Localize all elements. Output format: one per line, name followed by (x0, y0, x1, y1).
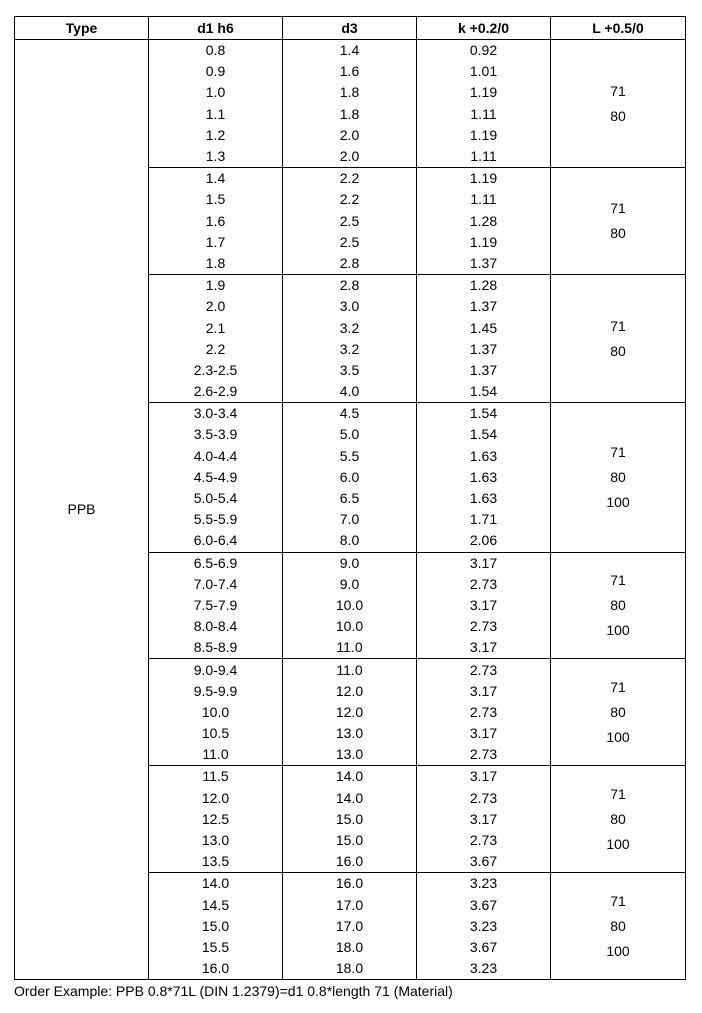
k-cell: 1.45 (417, 317, 551, 338)
spec-body (15, 40, 686, 980)
d1-cell: 4.5-4.9 (149, 467, 283, 488)
length-cell (551, 659, 686, 766)
k-cell: 3.67 (417, 851, 551, 873)
length-cell (551, 275, 686, 403)
d3-cell: 2.5 (283, 211, 417, 232)
k-cell: 1.71 (417, 509, 551, 530)
d1-cell: 0.9 (149, 61, 283, 82)
d3-cell: 1.4 (283, 40, 417, 62)
d1-cell: 2.6-2.9 (149, 381, 283, 403)
d3-cell: 13.0 (283, 744, 417, 766)
d1-cell: 11.0 (149, 744, 283, 766)
d3-cell: 1.8 (283, 104, 417, 125)
d3-cell: 10.0 (283, 595, 417, 616)
d1-cell: 1.8 (149, 253, 283, 275)
length-value: 80 (610, 225, 626, 242)
k-cell: 1.37 (417, 253, 551, 275)
d1-cell: 0.8 (149, 40, 283, 62)
length-value: 71 (610, 443, 626, 460)
k-cell: 1.11 (417, 146, 551, 168)
d1-cell: 1.3 (149, 146, 283, 168)
d1-cell: 1.9 (149, 275, 283, 297)
d3-cell: 1.8 (283, 82, 417, 103)
length-cell (551, 766, 686, 873)
d1-cell: 1.6 (149, 211, 283, 232)
k-cell: 1.28 (417, 275, 551, 297)
d3-cell: 12.0 (283, 702, 417, 723)
d1-cell: 9.0-9.4 (149, 659, 283, 681)
table-row (15, 40, 686, 62)
k-cell: 3.17 (417, 595, 551, 616)
d1-cell: 3.0-3.4 (149, 403, 283, 425)
d1-cell: 7.0-7.4 (149, 574, 283, 595)
d3-cell: 1.6 (283, 61, 417, 82)
d3-cell: 11.0 (283, 659, 417, 681)
length-value: 100 (606, 835, 630, 852)
d3-cell: 10.0 (283, 616, 417, 637)
k-cell: 1.11 (417, 104, 551, 125)
k-cell: 3.23 (417, 916, 551, 937)
d3-cell: 15.0 (283, 830, 417, 851)
d1-cell: 15.5 (149, 937, 283, 958)
length-value: 100 (606, 493, 630, 510)
d3-cell: 4.0 (283, 381, 417, 403)
d3-cell: 17.0 (283, 916, 417, 937)
d3-cell: 2.5 (283, 232, 417, 253)
header-length: L +0.5/0 (551, 17, 686, 40)
d3-cell: 18.0 (283, 937, 417, 958)
d3-cell: 4.5 (283, 403, 417, 425)
d3-cell: 13.0 (283, 723, 417, 744)
d1-cell: 3.5-3.9 (149, 424, 283, 445)
d3-cell: 3.2 (283, 317, 417, 338)
d1-cell: 2.2 (149, 339, 283, 360)
d1-cell: 2.0 (149, 296, 283, 317)
d1-cell: 13.0 (149, 830, 283, 851)
k-cell: 3.17 (417, 637, 551, 659)
d1-cell: 7.5-7.9 (149, 595, 283, 616)
d3-cell: 15.0 (283, 809, 417, 830)
k-cell: 1.19 (417, 82, 551, 103)
length-value: 80 (610, 703, 626, 720)
d1-cell: 1.5 (149, 189, 283, 210)
k-cell: 3.67 (417, 895, 551, 916)
d1-cell: 6.0-6.4 (149, 530, 283, 552)
k-cell: 1.11 (417, 189, 551, 210)
type-cell: PPB (15, 40, 149, 980)
d3-cell: 3.5 (283, 360, 417, 381)
length-value: 80 (610, 810, 626, 827)
k-cell: 2.73 (417, 659, 551, 681)
length-cell (551, 168, 686, 275)
d1-cell: 14.5 (149, 895, 283, 916)
header-d3: d3 (283, 17, 417, 40)
k-cell: 1.63 (417, 488, 551, 509)
d3-cell: 5.5 (283, 446, 417, 467)
header-type: Type (15, 17, 149, 40)
length-value: 100 (606, 942, 630, 959)
k-cell: 3.17 (417, 766, 551, 788)
d3-cell: 8.0 (283, 530, 417, 552)
d3-cell: 2.2 (283, 189, 417, 210)
d1-cell: 8.0-8.4 (149, 616, 283, 637)
k-cell: 1.37 (417, 339, 551, 360)
k-cell: 3.23 (417, 873, 551, 895)
k-cell: 1.37 (417, 296, 551, 317)
length-value: 71 (610, 785, 626, 802)
length-value: 80 (610, 917, 626, 934)
k-cell: 2.73 (417, 830, 551, 851)
length-value: 71 (610, 571, 626, 588)
d1-cell: 4.0-4.4 (149, 446, 283, 467)
k-cell: 1.19 (417, 125, 551, 146)
d3-cell: 12.0 (283, 681, 417, 702)
length-cell (551, 40, 686, 168)
length-value: 100 (606, 621, 630, 638)
length-value: 71 (610, 200, 626, 217)
k-cell: 2.73 (417, 744, 551, 766)
length-value: 71 (610, 82, 626, 99)
d3-cell: 2.8 (283, 275, 417, 297)
length-value: 71 (610, 317, 626, 334)
d1-cell: 1.0 (149, 82, 283, 103)
k-cell: 3.17 (417, 723, 551, 744)
k-cell: 1.37 (417, 360, 551, 381)
d3-cell: 18.0 (283, 958, 417, 980)
k-cell: 3.17 (417, 552, 551, 574)
d1-cell: 14.0 (149, 873, 283, 895)
d3-cell: 14.0 (283, 788, 417, 809)
length-value: 100 (606, 728, 630, 745)
d1-cell: 1.4 (149, 168, 283, 190)
d3-cell: 17.0 (283, 895, 417, 916)
k-cell: 1.01 (417, 61, 551, 82)
k-cell: 2.06 (417, 530, 551, 552)
length-cell (551, 403, 686, 552)
d3-cell: 9.0 (283, 574, 417, 595)
length-value: 80 (610, 596, 626, 613)
header-row (15, 17, 686, 40)
k-cell: 1.63 (417, 467, 551, 488)
k-cell: 1.54 (417, 381, 551, 403)
k-cell: 3.17 (417, 681, 551, 702)
d1-cell: 16.0 (149, 958, 283, 980)
d1-cell: 10.5 (149, 723, 283, 744)
length-value: 71 (610, 678, 626, 695)
k-cell: 3.23 (417, 958, 551, 980)
d1-cell: 10.0 (149, 702, 283, 723)
d3-cell: 2.2 (283, 168, 417, 190)
k-cell: 2.73 (417, 788, 551, 809)
d1-cell: 12.5 (149, 809, 283, 830)
k-cell: 2.73 (417, 702, 551, 723)
d3-cell: 2.0 (283, 125, 417, 146)
d3-cell: 11.0 (283, 637, 417, 659)
d3-cell: 16.0 (283, 851, 417, 873)
d1-cell: 1.7 (149, 232, 283, 253)
k-cell: 0.92 (417, 40, 551, 62)
header-k: k +0.2/0 (417, 17, 551, 40)
order-example-note: Order Example: PPB 0.8*71L (DIN 1.2379)=d1 0.8*length 71 (Material) (14, 983, 453, 999)
k-cell: 2.73 (417, 616, 551, 637)
length-value: 80 (610, 468, 626, 485)
k-cell: 3.67 (417, 937, 551, 958)
d1-cell: 11.5 (149, 766, 283, 788)
length-cell (551, 873, 686, 980)
d3-cell: 7.0 (283, 509, 417, 530)
d3-cell: 2.8 (283, 253, 417, 275)
d3-cell: 9.0 (283, 552, 417, 574)
k-cell: 1.28 (417, 211, 551, 232)
d1-cell: 13.5 (149, 851, 283, 873)
spec-table (14, 16, 686, 980)
k-cell: 1.54 (417, 424, 551, 445)
d1-cell: 1.2 (149, 125, 283, 146)
d3-cell: 16.0 (283, 873, 417, 895)
k-cell: 3.17 (417, 809, 551, 830)
d1-cell: 5.5-5.9 (149, 509, 283, 530)
k-cell: 2.73 (417, 574, 551, 595)
d3-cell: 3.2 (283, 339, 417, 360)
k-cell: 1.63 (417, 446, 551, 467)
d1-cell: 8.5-8.9 (149, 637, 283, 659)
d1-cell: 9.5-9.9 (149, 681, 283, 702)
d3-cell: 14.0 (283, 766, 417, 788)
length-value: 80 (610, 107, 626, 124)
d3-cell: 6.0 (283, 467, 417, 488)
d1-cell: 2.3-2.5 (149, 360, 283, 381)
d1-cell: 1.1 (149, 104, 283, 125)
k-cell: 1.54 (417, 403, 551, 425)
k-cell: 1.19 (417, 168, 551, 190)
length-cell (551, 552, 686, 659)
d1-cell: 12.0 (149, 788, 283, 809)
d3-cell: 2.0 (283, 146, 417, 168)
d3-cell: 6.5 (283, 488, 417, 509)
d1-cell: 6.5-6.9 (149, 552, 283, 574)
d1-cell: 5.0-5.4 (149, 488, 283, 509)
length-value: 71 (610, 892, 626, 909)
header-d1: d1 h6 (149, 17, 283, 40)
d1-cell: 2.1 (149, 317, 283, 338)
d1-cell: 15.0 (149, 916, 283, 937)
d3-cell: 3.0 (283, 296, 417, 317)
d3-cell: 5.0 (283, 424, 417, 445)
length-value: 80 (610, 342, 626, 359)
k-cell: 1.19 (417, 232, 551, 253)
